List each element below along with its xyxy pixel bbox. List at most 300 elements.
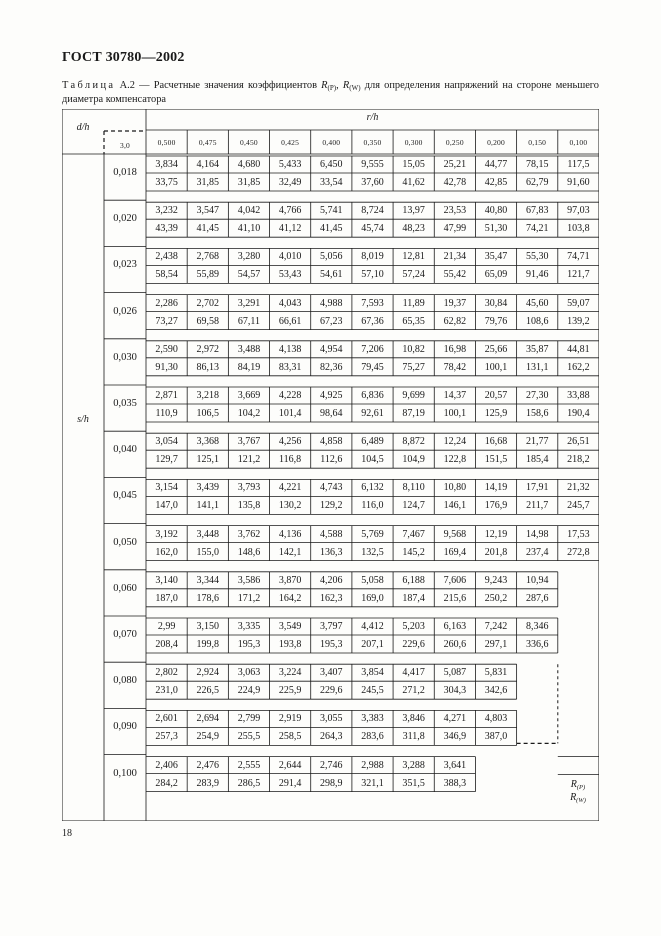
s-value: 0,080: [113, 675, 137, 687]
rp-value: 6,163: [443, 621, 467, 632]
rw-value: 135,8: [237, 500, 261, 512]
page-number: 18: [62, 828, 72, 839]
rw-value: 225,9: [278, 685, 302, 697]
rp-value: 4,858: [320, 436, 343, 448]
rw-value: 199,8: [196, 639, 219, 650]
rp-value: 4,988: [320, 297, 343, 309]
rp-value: 67,83: [525, 205, 549, 217]
rw-value: 91,60: [567, 177, 590, 188]
rw-value: 100,1: [443, 408, 467, 419]
rw-value: 286,5: [237, 777, 261, 789]
rp-value: 5,058: [361, 574, 384, 586]
caption-comma: ,: [336, 80, 339, 91]
rp-value: 4,221: [278, 482, 302, 494]
s-value: 0,018: [113, 167, 137, 178]
legend-rw-letter: R: [570, 792, 577, 803]
rw-value: 254,9: [196, 731, 219, 743]
rp-value: 3,291: [237, 297, 261, 309]
rp-value: 3,488: [237, 343, 261, 355]
rw-value: 321,1: [361, 777, 384, 789]
rw-value: 100,1: [484, 361, 508, 373]
rw-value: 98,64: [320, 408, 343, 419]
rw-value: 116,0: [361, 500, 384, 512]
rp-value: 4,042: [237, 205, 261, 217]
rp-value: 2,802: [155, 667, 178, 679]
rw-value: 129,2: [320, 500, 343, 512]
sh-label: s/h: [77, 414, 89, 425]
rp-value: 4,136: [278, 528, 302, 540]
rp-value: 2,476: [196, 759, 219, 771]
rw-value: 79,45: [361, 361, 384, 373]
rw-value: 32,49: [278, 177, 302, 188]
rp-value: 15,05: [402, 159, 425, 170]
caption-text-2: для определения напряжений на стороне меньшего диаметра компенсатора: [62, 80, 600, 105]
rw-value: 229,6: [320, 685, 343, 697]
rw-value: 208,4: [155, 639, 178, 650]
rp-value: 2,555: [237, 759, 261, 771]
rw-value: 151,5: [484, 454, 508, 466]
rw-value: 283,6: [361, 731, 384, 743]
rp-value: 3,055: [320, 713, 343, 725]
rw-value: 211,7: [526, 500, 549, 512]
rw-value: 387,0: [484, 731, 508, 743]
rw-value: 86,13: [196, 361, 219, 373]
s-value: 0,060: [113, 582, 137, 594]
rw-value: 54,57: [237, 269, 261, 281]
legend-rp-sub: (P): [576, 784, 586, 791]
rh-value: 0,150: [528, 138, 547, 147]
rh-value: 0,100: [569, 138, 588, 147]
rp-value: 27,30: [525, 390, 549, 401]
rw-value: 201,8: [484, 546, 508, 558]
rp-value: 16,68: [484, 436, 508, 448]
rw-value: 145,2: [402, 546, 425, 558]
s-value: 0,030: [113, 351, 137, 363]
rh-value: 0,350: [363, 138, 382, 147]
rw-value: 162,3: [320, 592, 343, 604]
rw-value: 45,74: [361, 223, 384, 235]
rw-value: 171,2: [237, 592, 261, 604]
rp-value: 44,77: [484, 159, 508, 170]
rw-value: 37,60: [361, 177, 384, 188]
s-value: 0,040: [113, 444, 137, 456]
rp-value: 9,555: [361, 159, 384, 170]
s-value: 0,100: [113, 767, 137, 779]
rp-value: 4,228: [278, 390, 302, 401]
dh-header-label: [62, 122, 104, 134]
rw-value: 229,6: [402, 639, 425, 650]
caption-coef-2: R: [342, 80, 350, 91]
s-value: 0,023: [113, 259, 137, 271]
rw-value: 250,2: [484, 592, 508, 604]
rw-value: 47,99: [443, 223, 467, 235]
rp-value: 4,043: [278, 297, 302, 309]
rw-value: 91,46: [525, 269, 549, 281]
rh-value: 0,200: [487, 138, 505, 147]
rp-value: 4,954: [320, 343, 343, 355]
rp-value: 8,110: [402, 482, 425, 494]
dh-label-text: d/h: [76, 122, 90, 133]
rp-value: 3,232: [155, 205, 178, 217]
caption-dash: —: [139, 80, 150, 91]
rw-value: 82,36: [320, 361, 343, 373]
rp-value: 4,925: [320, 390, 343, 401]
rp-value: 2,406: [155, 759, 178, 771]
rw-value: 139,2: [567, 315, 590, 327]
rw-value: 158,6: [525, 408, 549, 419]
rp-value: 7,593: [361, 297, 384, 309]
rp-value: 4,206: [320, 574, 343, 586]
rp-value: 4,138: [278, 343, 302, 355]
rw-value: 132,5: [361, 546, 384, 558]
rp-value: 3,288: [402, 759, 425, 771]
rp-value: 30,84: [484, 297, 508, 309]
rw-value: 130,2: [278, 500, 302, 512]
legend-rw: [557, 792, 599, 804]
rp-value: 17,91: [525, 482, 549, 494]
rw-value: 142,1: [278, 546, 302, 558]
rw-value: 164,2: [278, 592, 302, 604]
rw-value: 41,45: [320, 223, 343, 235]
rp-value: 3,368: [196, 436, 219, 448]
rw-value: 125,9: [484, 408, 508, 419]
rw-value: 58,54: [155, 269, 178, 281]
rp-value: 21,32: [567, 482, 590, 494]
rp-value: 3,547: [196, 205, 219, 217]
rp-value: 74,71: [567, 251, 590, 263]
rw-value: 121,7: [567, 269, 590, 281]
rp-value: 25,66: [484, 343, 508, 355]
rw-value: 116,8: [279, 454, 302, 466]
rw-value: 65,09: [484, 269, 508, 281]
rw-value: 284,2: [155, 777, 178, 789]
rp-value: 12,24: [443, 436, 467, 448]
rw-value: 297,1: [484, 639, 508, 650]
rp-value: 9,699: [402, 390, 425, 401]
rh-value: 0,475: [198, 138, 217, 147]
rp-value: 6,188: [402, 574, 425, 586]
rw-value: 55,42: [443, 269, 467, 281]
rw-value: 41,62: [402, 177, 425, 188]
rp-value: 3,448: [196, 528, 219, 540]
rh-value: 0,500: [157, 138, 176, 147]
rw-value: 187,0: [155, 592, 178, 604]
rp-value: 3,140: [155, 574, 178, 586]
rp-value: 2,702: [196, 297, 219, 309]
rp-value: 3,344: [196, 574, 219, 586]
rw-value: 42,85: [484, 177, 508, 188]
rw-value: 53,43: [278, 269, 302, 281]
rw-value: 147,0: [155, 500, 178, 512]
rp-value: 4,417: [402, 667, 425, 679]
rw-value: 69,58: [196, 315, 219, 327]
rw-value: 65,35: [402, 315, 425, 327]
rp-value: 10,80: [443, 482, 467, 494]
rp-value: 16,98: [443, 343, 467, 355]
rw-value: 112,6: [320, 454, 343, 466]
rw-value: 66,61: [278, 315, 302, 327]
rw-value: 125,1: [196, 454, 219, 466]
caption-prefix: Таблица: [62, 80, 116, 91]
rw-value: 87,19: [402, 408, 425, 419]
rp-value: 3,218: [196, 390, 219, 401]
rp-value: 117,5: [567, 159, 590, 170]
rw-value: 169,4: [443, 546, 467, 558]
rp-value: 4,412: [361, 621, 384, 632]
rp-value: 13,97: [402, 205, 425, 217]
rw-value: 298,9: [320, 777, 343, 789]
rp-value: 7,242: [484, 621, 508, 632]
rp-value: 3,054: [155, 436, 178, 448]
rp-value: 35,47: [484, 251, 508, 263]
rw-value: 104,2: [237, 408, 261, 419]
rw-value: 257,3: [155, 731, 178, 743]
rp-value: 2,919: [278, 713, 302, 725]
rp-value: 10,94: [525, 574, 549, 586]
rw-value: 121,2: [237, 454, 261, 466]
coefficients-table: [62, 109, 599, 821]
rw-value: 346,9: [443, 731, 467, 743]
rw-value: 258,5: [278, 731, 302, 743]
rp-value: 3,641: [443, 759, 467, 771]
rp-value: 3,870: [278, 574, 302, 586]
rw-value: 224,9: [237, 685, 261, 697]
rp-value: 7,206: [361, 343, 384, 355]
rp-value: 5,056: [320, 251, 343, 263]
rw-value: 260,6: [443, 639, 467, 650]
rw-value: 342,6: [484, 685, 508, 697]
legend-rp-letter: R: [570, 779, 577, 790]
rw-value: 304,3: [443, 685, 467, 697]
rw-value: 185,4: [525, 454, 549, 466]
rh-value: 0,450: [240, 138, 258, 147]
rw-value: 57,24: [402, 269, 425, 281]
rp-value: 2,768: [196, 251, 219, 263]
rp-value: 21,77: [525, 436, 549, 448]
s-value: 0,020: [113, 213, 137, 225]
rp-value: 17,53: [567, 528, 590, 540]
rw-value: 124,7: [402, 500, 425, 512]
rw-value: 84,19: [237, 361, 261, 373]
rp-value: 2,590: [155, 343, 178, 355]
rw-value: 110,9: [155, 408, 178, 419]
rw-value: 42,78: [443, 177, 467, 188]
rp-value: 3,762: [237, 528, 261, 540]
rw-value: 55,89: [196, 269, 219, 281]
rp-value: 23,53: [443, 205, 467, 217]
rp-value: 3,224: [278, 667, 302, 679]
rw-value: 67,23: [320, 315, 343, 327]
rw-value: 207,1: [361, 639, 384, 650]
rw-value: 195,3: [237, 639, 261, 650]
rw-value: 195,3: [320, 639, 343, 650]
rw-value: 187,4: [402, 592, 425, 604]
rw-value: 57,10: [361, 269, 384, 281]
rp-value: 25,21: [443, 159, 467, 170]
s-value: 0,070: [113, 629, 137, 640]
rw-value: 148,6: [237, 546, 261, 558]
rp-value: 3,407: [320, 667, 343, 679]
rp-value: 12,19: [484, 528, 508, 540]
rp-value: 55,30: [525, 251, 549, 263]
rw-value: 283,9: [196, 777, 219, 789]
rw-value: 43,39: [155, 223, 178, 235]
rp-value: 5,769: [361, 528, 384, 540]
rh-header-label: r/h: [366, 112, 379, 123]
rw-value: 67,11: [237, 315, 261, 327]
rw-value: 155,0: [196, 546, 219, 558]
rp-value: 3,063: [237, 667, 261, 679]
caption-number: А.2: [119, 80, 135, 91]
rp-value: 2,972: [196, 343, 219, 355]
rp-value: 3,586: [237, 574, 261, 586]
rh-value: 0,250: [445, 138, 464, 147]
legend-rw-sub: (W): [576, 797, 586, 804]
caption-coef-1-sub: (P): [327, 84, 337, 92]
rp-value: 21,34: [443, 251, 467, 263]
rh-value: 0,425: [281, 138, 300, 147]
rp-value: 3,335: [237, 621, 261, 632]
rw-value: 190,4: [567, 408, 590, 419]
rp-value: 14,19: [484, 482, 508, 494]
rw-value: 78,42: [443, 361, 467, 373]
rp-value: 9,568: [443, 528, 467, 540]
caption-coef-1: R: [321, 80, 328, 91]
rp-value: 8,346: [525, 621, 549, 632]
s-value: 0,090: [113, 721, 137, 733]
rp-value: 78,15: [525, 159, 549, 170]
rw-value: 218,2: [567, 454, 590, 466]
rw-value: 62,82: [443, 315, 467, 327]
rp-value: 2,924: [196, 667, 219, 679]
table-caption: [62, 80, 599, 106]
rw-value: 83,31: [278, 361, 302, 373]
rw-value: 287,6: [525, 592, 549, 604]
rp-value: 3,854: [361, 667, 384, 679]
s-value: 0,045: [113, 490, 137, 502]
rw-value: 122,8: [443, 454, 467, 466]
rp-value: 8,019: [361, 251, 384, 263]
rp-value: 6,132: [361, 482, 384, 494]
rw-value: 48,23: [402, 223, 425, 235]
rw-value: 237,4: [525, 546, 549, 558]
rp-value: 2,746: [320, 759, 343, 771]
rp-value: 8,872: [402, 436, 425, 448]
rp-value: 5,087: [443, 667, 467, 679]
s-value: 0,026: [113, 305, 137, 317]
rw-value: 41,12: [278, 223, 302, 235]
rp-value: 2,286: [155, 297, 178, 309]
caption-text-1: Расчетные значения коэффициентов: [153, 80, 317, 91]
rp-value: 12,81: [402, 251, 425, 263]
rp-value: 2,799: [237, 713, 261, 725]
legend-rp: [557, 779, 599, 791]
rw-value: 336,6: [525, 639, 549, 650]
rw-value: 245,7: [567, 500, 590, 512]
rp-value: 45,60: [525, 297, 549, 309]
rw-value: 91,30: [155, 361, 178, 373]
rp-value: 3,793: [237, 482, 261, 494]
rw-value: 231,0: [155, 685, 178, 697]
rp-value: 5,203: [402, 621, 425, 632]
s-value: 0,035: [113, 398, 137, 409]
rw-value: 104,5: [361, 454, 384, 466]
rw-value: 271,2: [402, 685, 425, 697]
rp-value: 97,03: [567, 205, 590, 217]
rw-value: 193,8: [278, 639, 302, 650]
rw-value: 75,27: [402, 361, 425, 373]
rp-value: 4,766: [278, 205, 302, 217]
rh-value: 0,400: [322, 138, 341, 147]
rw-value: 226,5: [196, 685, 219, 697]
rw-value: 162,2: [567, 361, 590, 373]
rw-value: 31,85: [196, 177, 219, 188]
rp-value: 9,243: [484, 574, 508, 586]
rp-value: 4,010: [278, 251, 302, 263]
rw-value: 73,27: [155, 315, 178, 327]
rp-value: 4,803: [484, 713, 508, 725]
rp-value: 10,82: [402, 343, 425, 355]
rp-value: 35,87: [525, 343, 549, 355]
rw-value: 41,45: [196, 223, 219, 235]
dh-header-value: 3,0: [120, 141, 130, 150]
rp-value: 7,606: [443, 574, 467, 586]
rp-value: 5,433: [278, 159, 302, 170]
rp-value: 4,256: [278, 436, 302, 448]
rp-value: 4,164: [196, 159, 219, 170]
rp-value: 3,767: [237, 436, 261, 448]
rw-value: 101,4: [278, 408, 302, 419]
rp-value: 14,37: [443, 390, 467, 401]
rp-value: 6,489: [361, 436, 384, 448]
rp-value: 3,549: [278, 621, 302, 632]
rw-value: 54,61: [320, 269, 343, 281]
rw-value: 51,30: [484, 223, 508, 235]
rw-value: 67,36: [361, 315, 384, 327]
rp-value: 6,836: [361, 390, 384, 401]
rw-value: 62,79: [525, 177, 549, 188]
rw-value: 141,1: [196, 500, 219, 512]
rp-value: 3,192: [155, 528, 178, 540]
rh-value: 0,300: [404, 138, 423, 147]
rp-value: 2,988: [361, 759, 384, 771]
rp-value: 2,99: [157, 621, 176, 632]
rp-value: 5,831: [484, 667, 508, 679]
rp-value: 4,271: [443, 713, 467, 725]
rp-value: 3,280: [237, 251, 261, 263]
rw-value: 255,5: [237, 731, 261, 743]
caption-coef-2-sub: (W): [349, 84, 361, 92]
rp-value: 3,439: [196, 482, 219, 494]
rp-value: 2,871: [155, 390, 178, 401]
rp-value: 3,383: [361, 713, 384, 725]
rp-value: 14,98: [525, 528, 549, 540]
rp-value: 44,81: [567, 343, 590, 355]
rp-value: 3,834: [155, 159, 178, 170]
rw-value: 31,85: [237, 177, 261, 188]
rw-value: 291,4: [278, 777, 302, 789]
rp-value: 7,467: [402, 528, 425, 540]
rw-value: 162,0: [155, 546, 178, 558]
rp-value: 4,680: [237, 159, 261, 170]
rw-value: 129,7: [155, 454, 178, 466]
rw-value: 74,21: [525, 223, 549, 235]
rp-value: 33,88: [567, 390, 590, 401]
rw-value: 351,5: [402, 777, 425, 789]
rw-value: 104,9: [402, 454, 425, 466]
rw-value: 264,3: [320, 731, 343, 743]
rw-value: 33,54: [320, 177, 343, 188]
